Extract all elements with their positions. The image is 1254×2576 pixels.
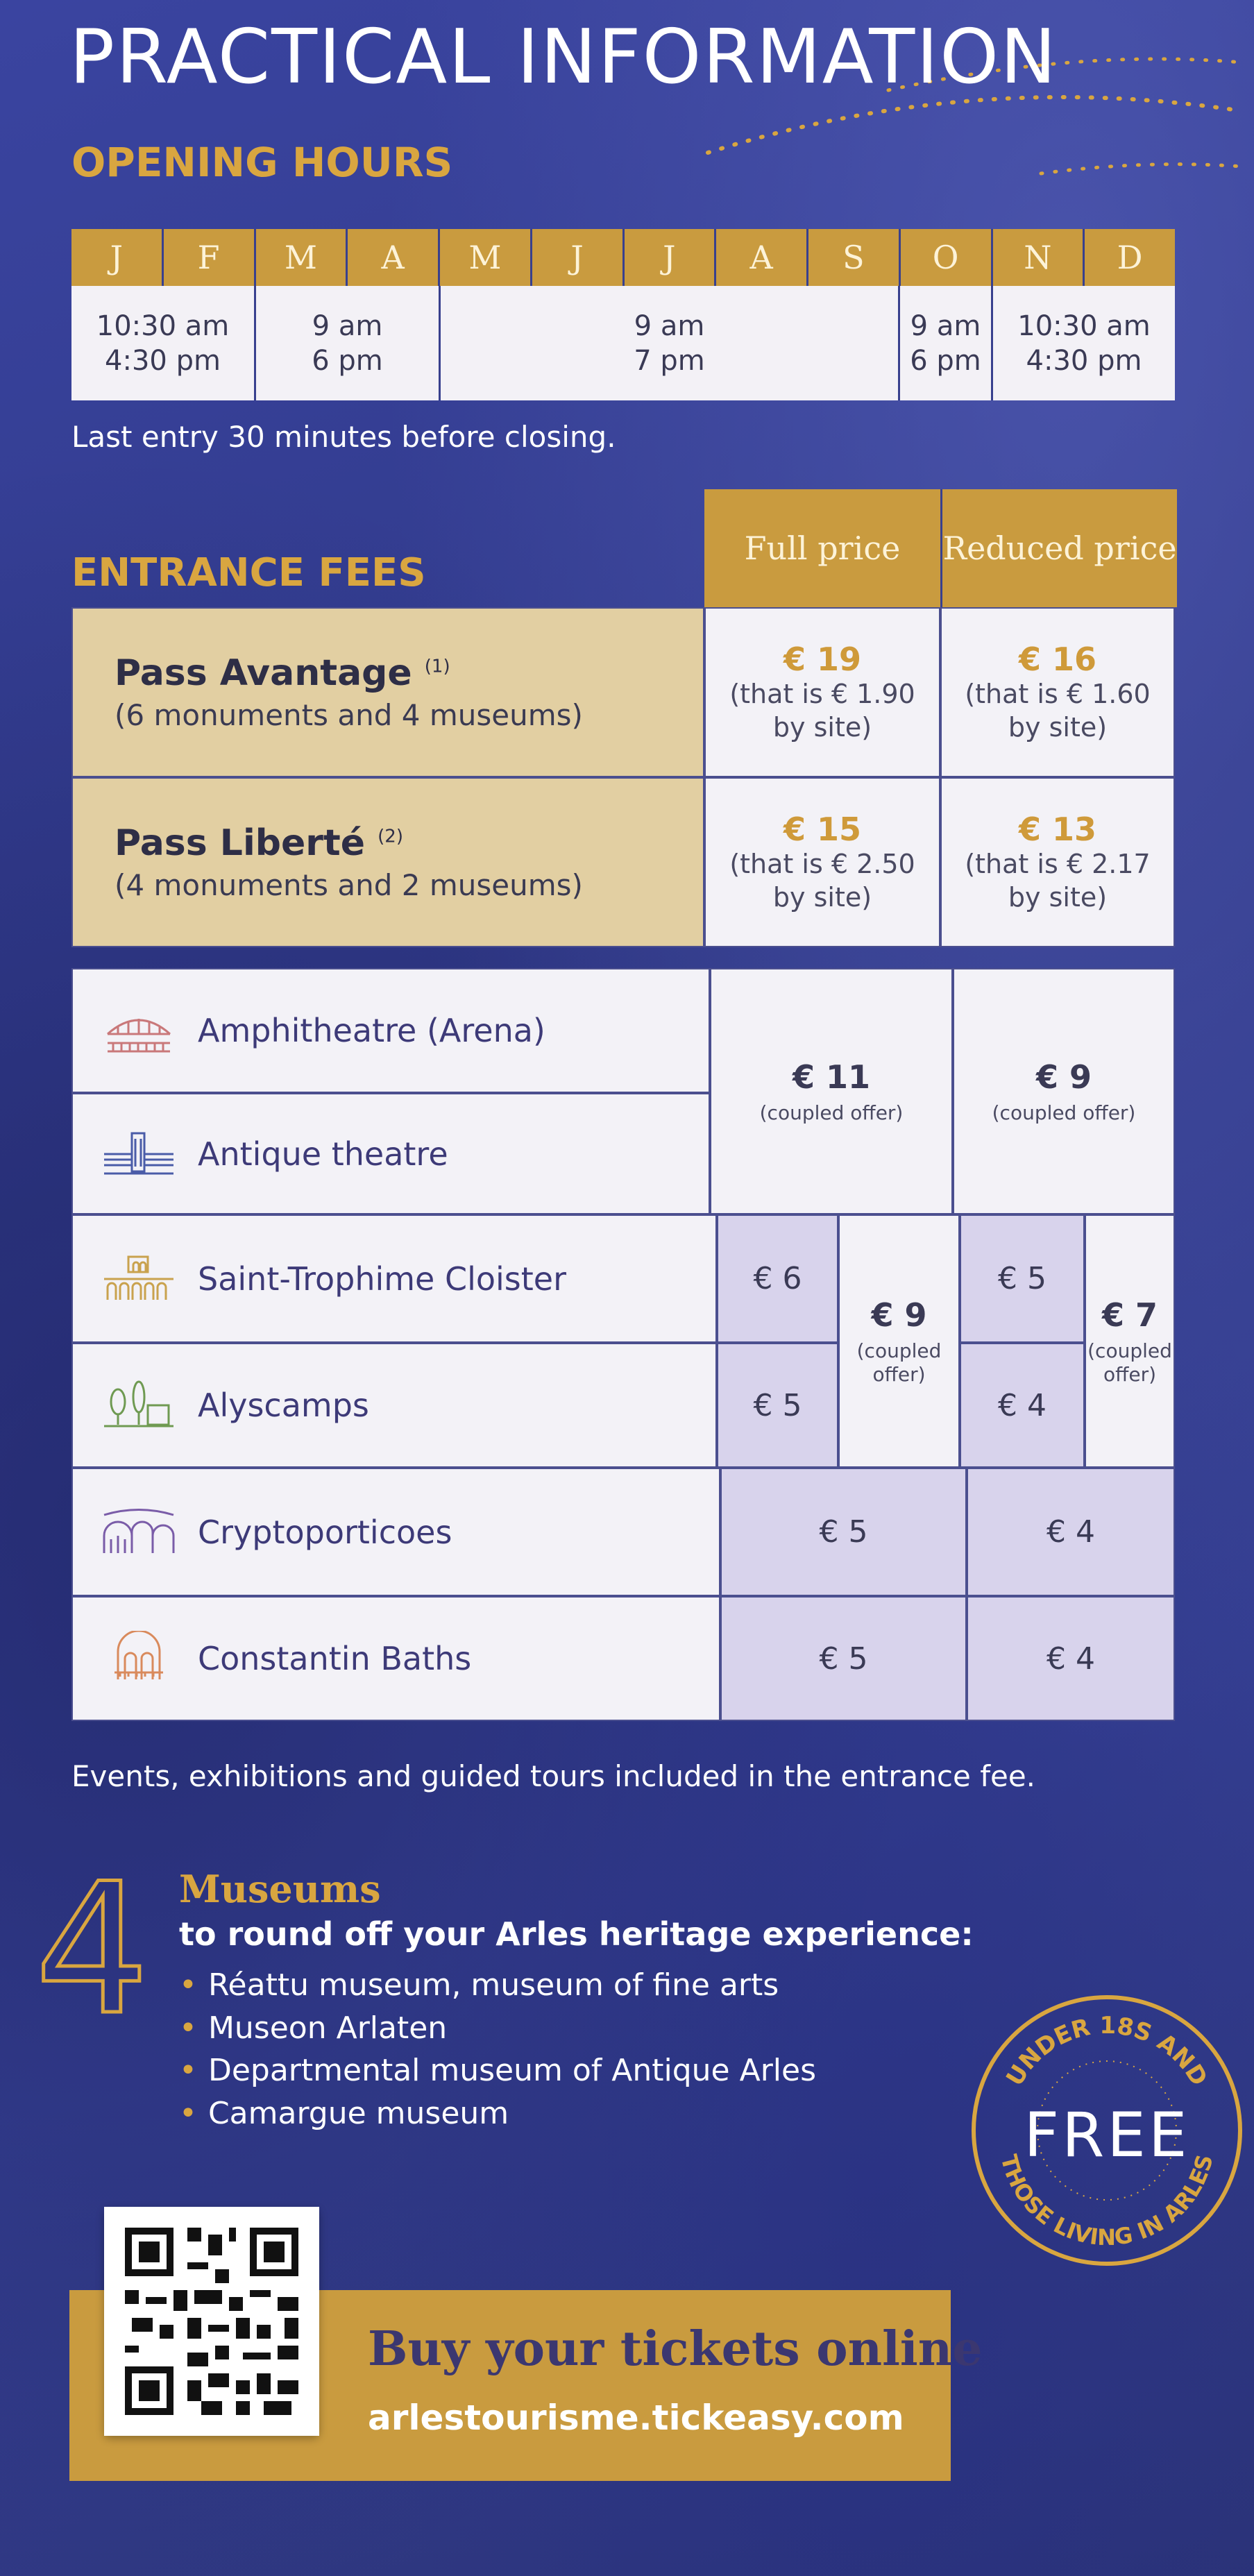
buy-tickets-title: Buy your tickets online: [368, 2321, 983, 2377]
price: € 11: [792, 1058, 871, 1096]
price: € 4: [1047, 1641, 1095, 1677]
coupled-label: (coupled offer): [759, 1101, 904, 1124]
close-time: 7 pm: [634, 344, 705, 377]
price: € 6: [753, 1261, 802, 1296]
hours-mar-apr: [256, 286, 441, 400]
price-detail: by site): [772, 711, 872, 743]
museums-title: Museums: [179, 1867, 381, 1911]
qr-code-icon: [104, 2207, 319, 2436]
price: € 4: [998, 1387, 1047, 1423]
month-mar: M: [256, 229, 348, 286]
price: € 5: [819, 1641, 868, 1677]
site-saint-trophime: [71, 1214, 717, 1343]
list-item: • Réattu museum, museum of fine arts: [179, 1967, 779, 2003]
month-aug: A: [716, 229, 808, 286]
list-item: • Camargue museum: [179, 2095, 509, 2131]
qr-code[interactable]: [104, 2207, 319, 2436]
coupled-label: (coupled: [856, 1339, 942, 1362]
site-antique-theatre: [71, 1093, 710, 1214]
coupled-label: (coupled: [1087, 1339, 1172, 1362]
month-dec: D: [1085, 229, 1175, 286]
open-time: 9 am: [312, 310, 383, 342]
price: € 5: [819, 1514, 868, 1550]
baths-reduced: [967, 1596, 1175, 1721]
price: € 9: [1035, 1058, 1092, 1096]
price-detail: by site): [1008, 711, 1108, 743]
alyscamps-full: [717, 1343, 838, 1468]
price: € 19: [783, 641, 862, 678]
last-entry-note: Last entry 30 minutes before closing.: [71, 420, 616, 454]
baths-icon: [101, 1631, 177, 1686]
alyscamps-reduced: [960, 1343, 1085, 1468]
site-name: Cryptoporticoes: [198, 1513, 452, 1551]
hours-oct: [900, 286, 993, 400]
site-amphitheatre: [71, 968, 710, 1093]
badge-free-text: FREE: [1024, 2099, 1190, 2171]
pass-avantage-reduced: [940, 607, 1175, 777]
hours-row: [71, 286, 1175, 400]
theatre-icon: [101, 1126, 177, 1182]
months-row: [71, 229, 1175, 286]
cryptoporticoes-reduced: [967, 1468, 1175, 1596]
reduced-price-header: Reduced price: [940, 489, 1177, 607]
month-feb: F: [164, 229, 256, 286]
price-detail: by site): [1008, 881, 1108, 913]
month-jun: J: [532, 229, 625, 286]
museums-list: [179, 1964, 816, 2135]
list-item: • Museon Arlaten: [179, 2010, 448, 2046]
close-time: 6 pm: [312, 344, 383, 377]
cloister-alyscamps-coupled-full: [838, 1214, 960, 1468]
pass-liberte-label: [71, 777, 704, 947]
site-cryptoporticoes: [71, 1468, 720, 1596]
open-time: 9 am: [910, 310, 981, 342]
month-jul: J: [625, 229, 717, 286]
price: € 5: [753, 1387, 802, 1423]
page-title: PRACTICAL INFORMATION: [69, 14, 1058, 101]
site-constantin-baths: [71, 1596, 720, 1721]
cryptoporticoes-icon: [101, 1505, 177, 1560]
site-name: Antique theatre: [198, 1135, 448, 1173]
cloister-full: [717, 1214, 838, 1343]
month-apr: A: [348, 229, 440, 286]
site-alyscamps: [71, 1343, 717, 1468]
close-time: 4:30 pm: [105, 344, 221, 377]
price-detail: (that is € 1.60: [965, 679, 1151, 709]
events-note: Events, exhibitions and guided tours included in the entrance fee.: [71, 1759, 1036, 1793]
price: € 16: [1018, 641, 1097, 678]
site-name: Saint-Trophime Cloister: [198, 1260, 567, 1298]
price: € 15: [783, 811, 862, 848]
open-time: 9 am: [634, 310, 705, 342]
tickets-url-link[interactable]: arlestourisme.tickeasy.com: [368, 2398, 904, 2438]
price-detail: (that is € 2.50: [729, 849, 915, 879]
price-detail: (that is € 1.90: [729, 679, 915, 709]
site-name: Alyscamps: [198, 1387, 369, 1424]
price: € 4: [1047, 1514, 1095, 1550]
arena-icon: [101, 1003, 177, 1058]
cloister-icon: [101, 1251, 177, 1307]
month-jan: J: [71, 229, 164, 286]
museums-count: 4: [35, 1845, 150, 2055]
coupled-label: offer): [1103, 1362, 1157, 1386]
pass-liberte-full: [704, 777, 940, 947]
price: € 9: [871, 1296, 927, 1334]
pass-liberte-reduced: [940, 777, 1175, 947]
pass-desc: (4 monuments and 2 museums): [115, 868, 583, 902]
pass-name: Pass Liberté $^{(2)}$: [115, 822, 403, 864]
coupled-label: (coupled offer): [992, 1101, 1136, 1124]
opening-hours-heading: OPENING HOURS: [71, 139, 453, 186]
pass-name: Pass Avantage $^{(1)}$: [115, 652, 450, 694]
site-name: Constantin Baths: [198, 1640, 472, 1677]
arena-theatre-reduced: [953, 968, 1175, 1214]
cloister-reduced: [960, 1214, 1085, 1343]
price: € 5: [998, 1261, 1047, 1296]
month-may: M: [440, 229, 532, 286]
open-time: 10:30 am: [96, 310, 230, 342]
month-nov: N: [993, 229, 1085, 286]
hours-may-sep: [441, 286, 900, 400]
hours-nov-dec: [993, 286, 1175, 400]
price-detail: by site): [772, 881, 872, 913]
price: € 13: [1018, 811, 1097, 848]
full-price-header: Full price: [704, 489, 940, 607]
price: € 7: [1101, 1296, 1158, 1334]
month-sep: S: [808, 229, 901, 286]
list-item: • Departmental museum of Antique Arles: [179, 2053, 816, 2089]
entrance-fees-heading: ENTRANCE FEES: [71, 550, 426, 595]
price-detail: (that is € 2.17: [965, 849, 1151, 879]
coupled-label: offer): [872, 1362, 926, 1386]
close-time: 4:30 pm: [1026, 344, 1142, 377]
cloister-alyscamps-coupled-reduced: [1085, 1214, 1175, 1468]
close-time: 6 pm: [910, 344, 981, 377]
alyscamps-icon: [101, 1378, 177, 1433]
badge-top-text: UNDER 18S AND: [1001, 2011, 1213, 2091]
cryptoporticoes-full: [720, 1468, 967, 1596]
month-oct: O: [901, 229, 993, 286]
open-time: 10:30 am: [1017, 310, 1151, 342]
museums-subtitle: to round off your Arles heritage experience:: [179, 1915, 974, 1953]
badge-bottom-text: THOSE LIVING IN ARLES: [995, 2151, 1219, 2251]
site-name: Amphitheatre (Arena): [198, 1012, 545, 1049]
pass-desc: (6 monuments and 4 museums): [115, 698, 583, 732]
hours-jan-feb: [71, 286, 256, 400]
arena-theatre-full: [710, 968, 953, 1214]
baths-full: [720, 1596, 967, 1721]
pass-avantage-label: [71, 607, 704, 777]
pass-avantage-full: [704, 607, 940, 777]
